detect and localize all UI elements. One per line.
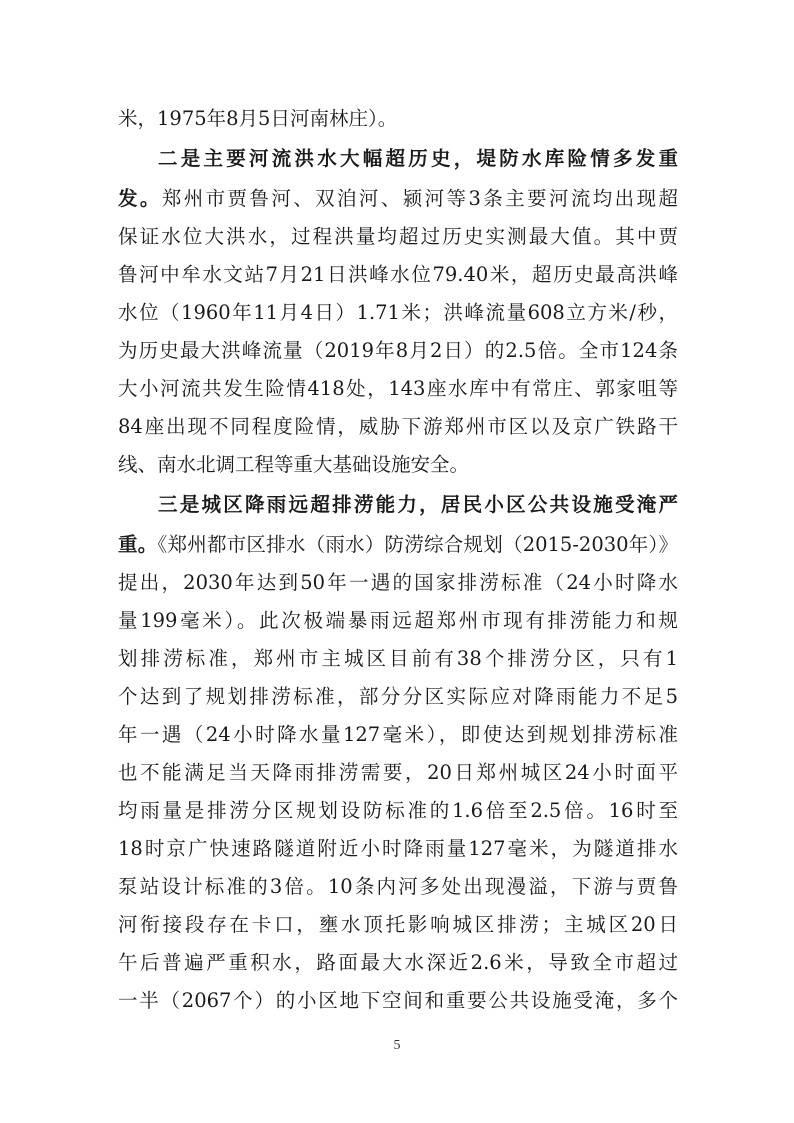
section2-line-8: 线、南水北调工程等重大基础设施安全。	[118, 453, 470, 476]
section3-text: 《郑州都市区排水（雨水）防涝综合规划（2015-2030年）》	[157, 533, 678, 556]
section3-line-4: 划排涝标准，郑州市主城区目前有38个排涝分区，只有1	[118, 647, 678, 670]
section3-line-6: 年一遇（24小时降水量127毫米），即使达到规划排涝标准	[118, 723, 678, 746]
section3-heading: 三是城区降雨远超排涝能力，居民小区公共设施受淹严	[158, 493, 678, 516]
section3-heading-end: 重。	[118, 533, 158, 556]
section2-line-7: 84座出现不同程度险情，威胁下游郑州市区以及京广铁路干	[118, 415, 678, 438]
section3-heading-line	[158, 487, 678, 523]
continuation-line	[118, 101, 678, 137]
section3-line-11: 河衔接段存在卡口，壅水顶托影响城区排涝；主城区20日	[118, 913, 678, 936]
section3-line-8: 均雨量是排涝分区规划设防标准的1.6倍至2.5倍。16时至	[118, 799, 678, 822]
section3-line-9: 18时京广快速路隧道附近小时降雨量127毫米，为隧道排水	[118, 837, 678, 860]
section3-line-3: 量199毫米）。此次极端暴雨远超郑州市现有排涝能力和规	[118, 609, 678, 632]
section2-heading-line	[158, 141, 678, 177]
section2-line-5: 为历史最大洪峰流量（2019年8月2日）的2.5倍。全市124条	[118, 339, 678, 362]
section3-line-10: 泵站设计标准的3倍。10条内河多处出现漫溢，下游与贾鲁	[118, 875, 678, 898]
section3-line-12: 午后普遍严重积水，路面最大水深近2.6米，导致全市超过	[118, 951, 678, 974]
section2-line-6: 大小河流共发生险情418处，143座水库中有常庄、郭家咀等	[118, 377, 678, 400]
section2-line-2: 保证水位大洪水，过程洪量均超过历史实测最大值。其中贾	[118, 225, 678, 248]
page-number: 5	[393, 1038, 401, 1053]
section3-line-13: 一半（2067个）的小区地下空间和重要公共设施受淹，多个	[118, 989, 678, 1012]
section2-text: 郑州市贾鲁河、双洎河、颍河等3条主要河流均出现超	[161, 187, 678, 210]
section2-heading: 二是主要河流洪水大幅超历史，堤防水库险情多发重	[158, 147, 678, 170]
section2-heading-end: 发。	[118, 187, 162, 210]
section3-line-2: 提出，2030年达到50年一遇的国家排涝标准（24小时降水	[118, 571, 678, 594]
section3-line-1	[118, 527, 678, 563]
continuation-text: 米，1975年8月5日河南林庄）。	[118, 107, 398, 130]
section3-line-7: 也不能满足当天降雨排涝需要，20日郑州城区24小时面平	[118, 761, 678, 784]
section2-line-4: 水位（1960年11月4日）1.71米；洪峰流量608立方米/秒，	[118, 301, 678, 324]
section3-line-5: 个达到了规划排涝标准，部分分区实际应对降雨能力不足5	[118, 685, 678, 708]
section2-line-1	[118, 181, 678, 217]
section2-line-3: 鲁河中牟水文站7月21日洪峰水位79.40米，超历史最高洪峰	[118, 263, 678, 286]
